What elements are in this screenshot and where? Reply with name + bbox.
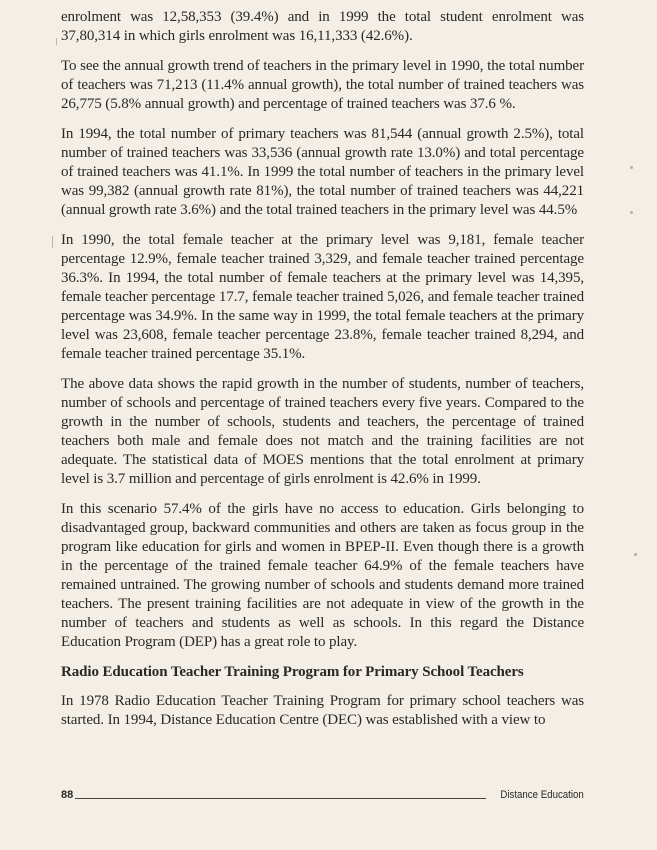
- paragraph-teacher-growth-1990: To see the annual growth trend of teachers in the primary level in 1990, the total number of teachers was 71,213 (11.4% annual growth), the total number of trained teachers was 26,775 (5.8% annual growth) and percentage of trained teachers was 37.6 %.: [61, 58, 584, 112]
- page-footer: [61, 788, 584, 801]
- document-page: [61, 8, 584, 741]
- footer-rule: [75, 788, 486, 799]
- section-heading: Radio Education Teacher Training Program for Primary School Teachers: [61, 664, 524, 680]
- page-number: 88: [61, 789, 74, 801]
- paragraph-data-analysis: The above data shows the rapid growth in the number of students, number of teachers, number of schools and percentage of trained teachers every five years. Compared to the growth in the number of schools, students and teachers, the percentage of trained teachers both male and female does not match and the training facilities are not adequate. The statistical data of MOES mentions that the total enrolment at primary level is 3.7 million and percentage of girls enrolment is 42.6% in 1999.: [61, 376, 584, 487]
- paragraph-teacher-growth-1994-1999: In 1994, the total number of primary teachers was 81,544 (annual growth 2.5%), total number of trained teachers was 33,536 (annual growth rate 13.0%) and total percentage of trained teachers was 41.1%. In 1999 the total number of teachers in the primary level was 99,382 (annual growth rate 81%), the total number of trained teachers was 44,221 (annual growth rate 3.6%) and the total trained teachers in the primary level was 44.5%: [61, 126, 584, 218]
- scan-mark: [52, 236, 53, 248]
- paragraph-girls-access: In this scenario 57.4% of the girls have no access to education. Girls belonging to disadvantaged group, backward communities and others are taken as focus group in the program like education for girls and women in BPEP-II. Even though there is a growth in the percentage of the trained female teacher 64.9% of the female teachers have remained untrained. The growing number of schools and students demand more trained teachers. The present training facilities are not adequate in view of the growth in the number of teachers and students as well as schools. In this regard the Distance Education Program (DEP) has a great role to play.: [61, 501, 584, 650]
- scan-mark: [56, 38, 57, 45]
- paragraph-radio-education: In 1978 Radio Education Teacher Training Program for primary school teachers was started. In 1994, Distance Education Centre (DEC) was established with a view to: [61, 693, 584, 728]
- scan-speck: [630, 211, 633, 214]
- paragraph-enrolment-continued: enrolment was 12,58,353 (39.4%) and in 1999 the total student enrolment was 37,80,314 in which girls enrolment was 16,11,333 (42.6%).: [61, 9, 584, 44]
- scan-speck: [630, 166, 633, 169]
- running-title: Distance Education: [500, 789, 584, 801]
- paragraph-female-teachers: In 1990, the total female teacher at the primary level was 9,181, female teacher percentage 12.9%, female teacher trained 3,329, and female teacher trained percentage 36.3%. In 1994, the total number of female teachers at the primary level was 14,395, female teacher percentage 17.7, female teacher trained 5,026, and female teacher trained percentage was 34.9%. In the same way in 1999, the total female teachers at the primary level was 23,608, female teacher percentage 23.8%, female teacher trained 8,294, and female teacher trained percentage 35.1%.: [61, 232, 584, 362]
- scan-speck: [634, 553, 637, 556]
